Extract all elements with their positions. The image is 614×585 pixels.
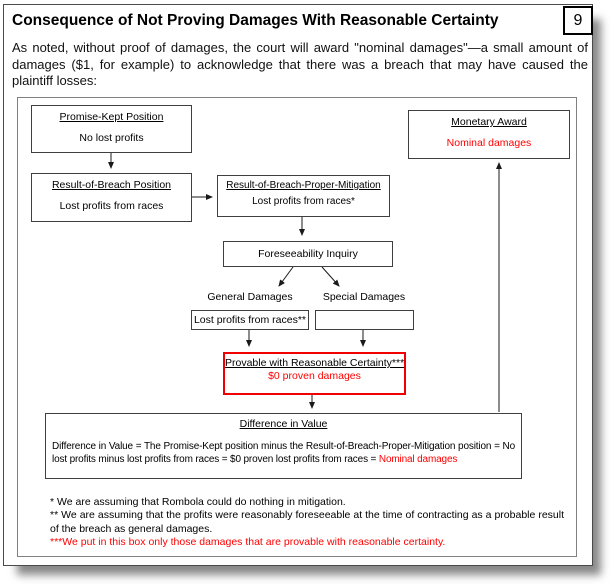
general-damages-label: General Damages	[207, 291, 293, 303]
general-damages-text: Lost profits from races**	[193, 314, 307, 326]
intro-paragraph: As noted, without proof of damages, the court will award "nominal damages"—a small amount of damages ($1, for example) to acknowledge that there was a breach that may have caused the plaintiff losses:	[12, 40, 588, 88]
difference-in-value-box	[45, 413, 522, 479]
proper-mitigation-title: Result-of-Breach-Proper-Mitigation	[226, 180, 381, 191]
promise-kept-box	[31, 105, 192, 153]
promise-kept-body: No lost profits	[79, 132, 144, 144]
footnote-2: ** We are assuming that the profits were reasonably foreseeable at the time of contracting as a probable result of the breach as general damages.	[50, 509, 564, 535]
flowchart-frame	[17, 97, 577, 557]
provable-certainty-title: Provable with Reasonable Certainty***	[225, 357, 405, 369]
difference-body-text: Difference in Value = The Promise-Kept position minus the Result-of-Breach-Proper-Mitigation position = No lost profits minus lost profits from races = $0 proven lost profits from races =	[52, 441, 515, 465]
result-of-breach-body: Lost profits from races	[59, 200, 164, 212]
slide	[3, 4, 593, 566]
special-damages-label: Special Damages	[322, 291, 406, 303]
difference-body	[46, 440, 521, 466]
arrow-foreseeability-to-general	[279, 267, 293, 286]
foreseeability-title: Foreseeability Inquiry	[258, 248, 358, 260]
page-number-box	[563, 6, 593, 35]
result-of-breach-title: Result-of-Breach Position	[51, 179, 172, 191]
proper-mitigation-box	[217, 175, 390, 217]
monetary-award-title: Monetary Award	[451, 116, 527, 128]
provable-certainty-body: $0 proven damages	[268, 370, 361, 382]
provable-certainty-box	[223, 352, 406, 395]
proper-mitigation-body: Lost profits from races*	[252, 196, 355, 207]
promise-kept-title: Promise-Kept Position	[59, 111, 164, 123]
foreseeability-box	[223, 241, 393, 267]
footnotes	[50, 496, 564, 550]
result-of-breach-box	[31, 173, 192, 222]
footnote-1: * We are assuming that Rombola could do nothing in mitigation.	[50, 496, 346, 508]
slide-title: Consequence of Not Proving Damages With Reasonable Certainty	[12, 12, 499, 29]
footnote-3: ***We put in this box only those damages that are provable with reasonable certainty.	[50, 536, 446, 549]
monetary-award-box	[408, 110, 570, 159]
general-damages-box	[191, 310, 309, 330]
monetary-award-body: Nominal damages	[446, 137, 532, 149]
special-damages-box	[315, 310, 414, 330]
difference-title: Difference in Value	[239, 418, 328, 430]
arrow-foreseeability-to-special	[322, 267, 339, 286]
page-number: 9	[573, 11, 583, 29]
difference-body-highlight: Nominal damages	[378, 454, 458, 465]
